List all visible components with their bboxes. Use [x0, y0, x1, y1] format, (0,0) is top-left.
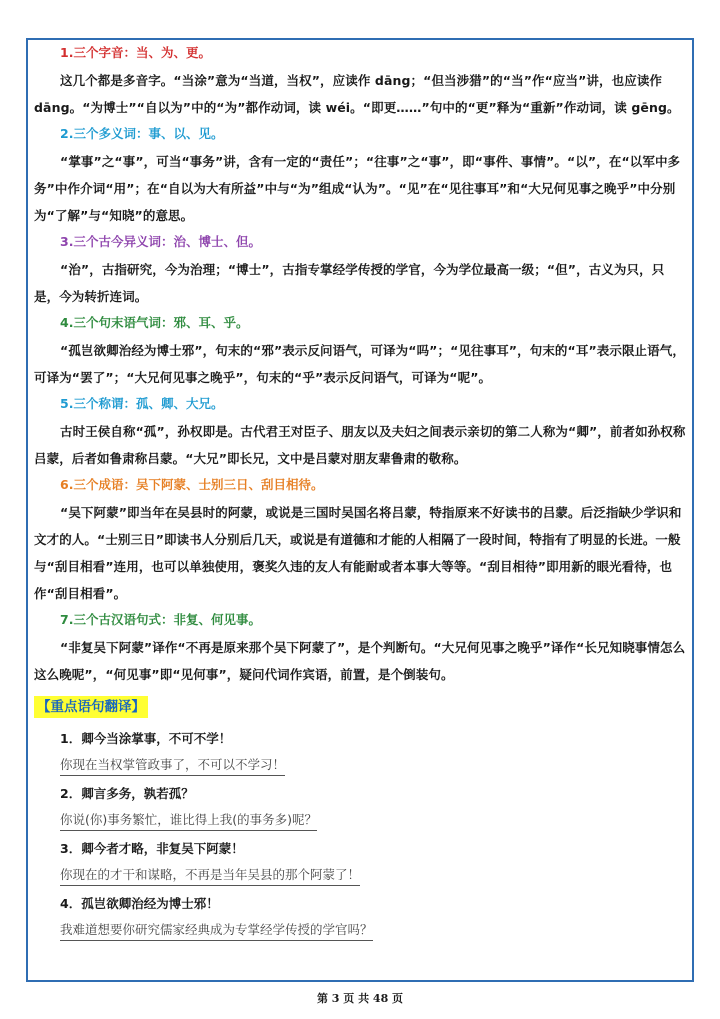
- section-2: [34, 125, 686, 229]
- section-3: [34, 233, 686, 310]
- translation-answer-2: 你说(你)事务繁忙，谁比得上我(的事务多)呢？: [60, 811, 317, 831]
- heading-6: 6.三个成语：吴下阿蒙、士别三日、刮目相待。: [60, 477, 324, 492]
- translation-question-3: 3．卿今者才略，非复吴下阿蒙！: [60, 841, 244, 856]
- paragraph-4: “孤岂欲卿治经为博士邪”，句末的“邪”表示反问语气，可译为“吗”；“见往事耳”，句末的“耳”表示限止语气，可译为“罢了”；“大兄何见事之晚乎”，句末的“乎”表示反问语气，可译为“呢”。: [34, 343, 685, 385]
- translation-question-1: 1．卿今当涂掌事，不可不学！: [60, 731, 232, 746]
- paragraph-7: “非复吴下阿蒙”译作“不再是原来那个吴下阿蒙了”，是个判断句。“大兄何见事之晚乎”译作“长兄知晓事情怎么这么晚呢”，“何见事”即“见何事”，疑问代词作宾语，前置，是个倒装句。: [34, 640, 686, 682]
- page-footer: 第 3 页 共 48 页: [316, 992, 404, 1005]
- heading-4: 4.三个句末语气词：邪、耳、乎。: [60, 315, 249, 330]
- translation-question-2: 2．卿言多务，孰若孤？: [60, 786, 194, 801]
- heading-2: 2.三个多义词：事、以、见。: [60, 126, 224, 141]
- paragraph-3: “治”，古指研究，今为治理；“博士”，古指专掌经学传授的学官，今为学位最高一级；“但”，古义为只，只是，今为转折连词。: [34, 262, 665, 304]
- paragraph-1: 这几个都是多音字。“当涂”意为“当道，当权”，应读作 dāng；“但当涉猎”的“当”作“应当”讲，也应读作 dāng。“为博士”“自以为”中的“为”都作动词，读 wéi。“即更……”句中的“更”释为“重新”作动词，读 gēng。: [34, 73, 680, 115]
- section-6: [34, 476, 686, 607]
- heading-1: 1.三个字音：当、为、更。: [60, 45, 211, 60]
- paragraph-6: “吴下阿蒙”即当年在吴县时的阿蒙，或说是三国时吴国名将吕蒙，特指原来不好读书的吕蒙。后泛指缺少学识和文才的人。“士别三日”即读书人分别后几天，或说是有道德和才能的人相隔了一段时间，特指有了明显的长进。一般与“刮目相看”连用，也可以单独使用，褒奖久违的友人有能耐或者本事大等等。“刮目相待”即用新的眼光看待，也作“刮目相看”。: [34, 505, 682, 601]
- section-5: [34, 395, 686, 472]
- translation-section: [34, 688, 686, 944]
- page-content: [34, 38, 686, 944]
- paragraph-2: “掌事”之“事”，可当“事务”讲，含有一定的“责任”；“往事”之“事”，即“事件、事情”。“以”，在“以军中多务”中作介词“用”；在“自以为大有所益”中与“为”组成“认为”。“见”在“见往事耳”和“大兄何见事之晚乎”中分别为“了解”与“知晓”的意思。: [34, 154, 681, 223]
- translation-question-4: 4．孤岂欲卿治经为博士邪！: [60, 896, 219, 911]
- translation-answer-3: 你现在的才干和谋略，不再是当年吴县的那个阿蒙了！: [60, 866, 360, 886]
- section-4: [34, 314, 686, 391]
- heading-7: 7.三个古汉语句式：非复、何见事。: [60, 612, 261, 627]
- translation-answer-1: 你现在当权掌管政事了，不可以不学习！: [60, 756, 285, 776]
- paragraph-5: 古时王侯自称“孤”，孙权即是。古代君王对臣子、朋友以及夫妇之间表示亲切的第二人称为“卿”，前者如孙权称吕蒙，后者如鲁肃称吕蒙。“大兄”即长兄，文中是吕蒙对朋友辈鲁肃的敬称。: [34, 424, 686, 466]
- translation-answer-4: 我难道想要你研究儒家经典成为专掌经学传授的学官吗？: [60, 921, 373, 941]
- section-7: [34, 611, 686, 688]
- heading-3: 3.三个古今异义词：治、博士、但。: [60, 234, 261, 249]
- heading-5: 5.三个称谓：孤、卿、大兄。: [60, 396, 224, 411]
- translation-section-label: 【重点语句翻译】: [34, 696, 148, 718]
- section-1: [34, 44, 686, 121]
